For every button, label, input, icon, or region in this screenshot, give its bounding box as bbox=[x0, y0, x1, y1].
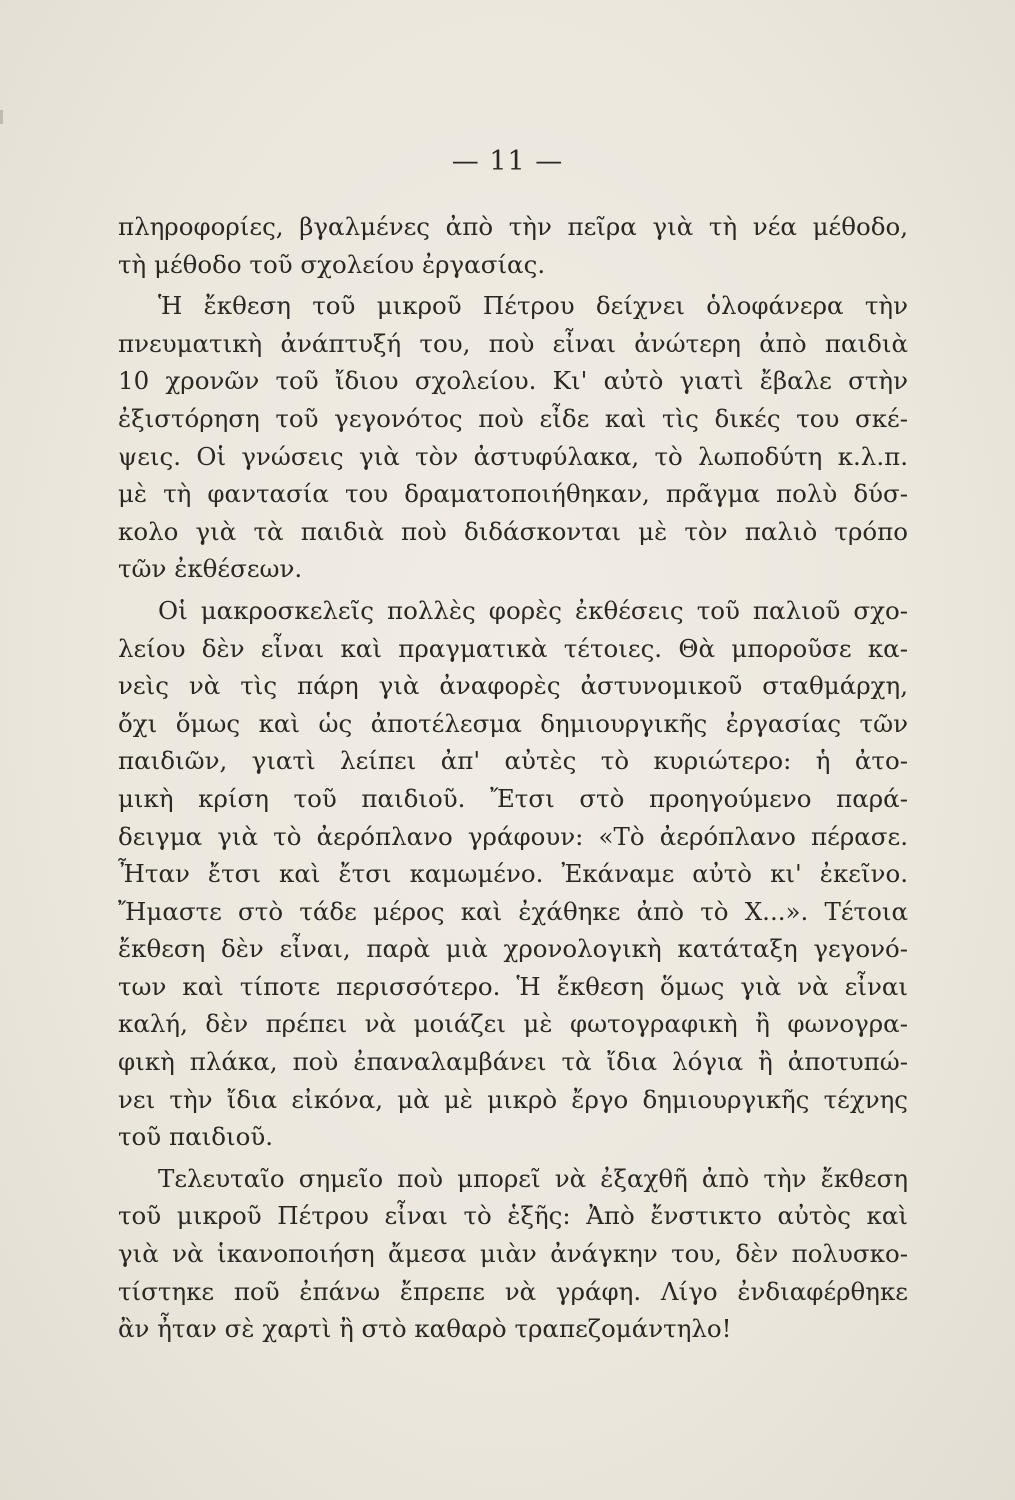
text-line: τοῦ μικροῦ Πέτρου εἶναι τὸ ἑξῆς: Ἀπὸ ἔνστικτο αὐτὸς καὶ bbox=[118, 1201, 908, 1231]
text-line: Ἡ ἔκθεση τοῦ μικροῦ Πέτρου δείχνει ὁλοφάνερα τὴν bbox=[158, 291, 908, 321]
text-line: ψεις. Οἱ γνώσεις γιὰ τὸν ἀστυφύλακα, τὸ λωποδύτη κ.λ.π. bbox=[118, 441, 908, 471]
text-line: Ἦταν ἔτσι καὶ ἔτσι καμωμένο. Ἐκάναμε αὐτὸ κι' ἐκεῖνο. bbox=[118, 859, 908, 889]
text-line: πνευματικὴ ἀνάπτυξή του, ποὺ εἶναι ἀνώτερη ἀπὸ παιδιὰ bbox=[118, 328, 908, 358]
text-line: καλή, δὲν πρέπει νὰ μοιάζει μὲ φωτογραφικὴ ἢ φωνογρα- bbox=[118, 1009, 908, 1039]
paragraph-2 bbox=[118, 287, 908, 588]
text-line: ἔκθεση δὲν εἶναι, παρὰ μιὰ χρονολογικὴ κατάταξη γεγονό- bbox=[118, 934, 908, 964]
text-line: λείου δὲν εἶναι καὶ πραγματικὰ τέτοιες. Θὰ μποροῦσε κα- bbox=[118, 633, 908, 663]
text-line: κολο γιὰ τὰ παιδιὰ ποὺ διδάσκονται μὲ τὸν παλιὸ τρόπο bbox=[118, 516, 908, 546]
text-line: νει τὴν ἴδια εἰκόνα, μὰ μὲ μικρὸ ἔργο δημιουργικῆς τέχνης bbox=[118, 1084, 908, 1114]
paragraph-1 bbox=[118, 208, 908, 283]
text-line: νεὶς νὰ τὶς πάρη γιὰ ἀναφορὲς ἀστυνομικοῦ σταθμάρχη, bbox=[118, 671, 908, 701]
text-line: των καὶ τίποτε περισσότερο. Ἡ ἔκθεση ὅμως γιὰ νὰ εἶναι bbox=[118, 971, 908, 1001]
text-line: Οἱ μακροσκελεῖς πολλὲς φορὲς ἐκθέσεις τοῦ παλιοῦ σχο- bbox=[158, 595, 908, 625]
text-line: φικὴ πλάκα, ποὺ ἐπαναλαμβάνει τὰ ἴδια λόγια ἢ ἀποτυπώ- bbox=[118, 1047, 908, 1077]
text-line: Τελευταῖο σημεῖο ποὺ μπορεῖ νὰ ἐξαχθῆ ἀπὸ τὴν ἔκθεση bbox=[158, 1163, 908, 1193]
text-line: ὄχι ὅμως καὶ ὡς ἀποτέλεσμα δημιουργικῆς ἐργασίας τῶν bbox=[118, 708, 908, 738]
page-number: — 11 — bbox=[451, 146, 564, 177]
text-line: μὲ τὴ φαντασία του δραματοποιήθηκαν, πρᾶγμα πολὺ δύσ- bbox=[118, 479, 908, 509]
text-line: δειγμα γιὰ τὸ ἀερόπλανο γράφουν: «Τὸ ἀερόπλανο πέρασε. bbox=[118, 821, 908, 851]
text-line: τὴ μέθοδο τοῦ σχολείου ἐργασίας. bbox=[118, 249, 546, 279]
page-edge-mark bbox=[0, 110, 3, 124]
text-line: τίστηκε ποῦ ἐπάνω ἔπρεπε νὰ γράφη. Λίγο ἐνδιαφέρθηκε bbox=[118, 1276, 908, 1306]
text-line: ἂν ἦταν σὲ χαρτὶ ἢ στὸ καθαρὸ τραπεζομάντηλο! bbox=[118, 1314, 732, 1344]
paragraph-3 bbox=[118, 592, 908, 1156]
paragraph-4 bbox=[118, 1160, 908, 1348]
text-line: μικὴ κρίση τοῦ παιδιοῦ. Ἔτσι στὸ προηγούμενο παρά- bbox=[118, 783, 908, 813]
text-line: πληροφορίες, βγαλμένες ἀπὸ τὴν πεῖρα γιὰ τὴ νέα μέθοδο, bbox=[118, 212, 908, 241]
text-line: τῶν ἐκθέσεων. bbox=[118, 554, 303, 584]
text-line: γιὰ νὰ ἱκανοποιήση ἄμεσα μιὰν ἀνάγκην του, δὲν πολυσκο- bbox=[118, 1239, 908, 1269]
text-line: παιδιῶν, γιατὶ λείπει ἀπ' αὐτὲς τὸ κυριώτερο: ἡ ἀτο- bbox=[118, 746, 908, 776]
text-line: Ἤμαστε στὸ τάδε μέρος καὶ ἐχάθηκε ἀπὸ τὸ Χ...». Τέτοια bbox=[118, 896, 908, 926]
text-line: ἐξιστόρηση τοῦ γεγονότος ποὺ εἶδε καὶ τὶς δικές του σκέ- bbox=[118, 403, 908, 433]
text-line: 10 χρονῶν τοῦ ἴδιου σχολείου. Κι' αὐτὸ γιατὶ ἔβαλε στὴν bbox=[118, 366, 908, 396]
body-text bbox=[118, 208, 908, 1348]
text-line: τοῦ παιδιοῦ. bbox=[118, 1122, 274, 1152]
